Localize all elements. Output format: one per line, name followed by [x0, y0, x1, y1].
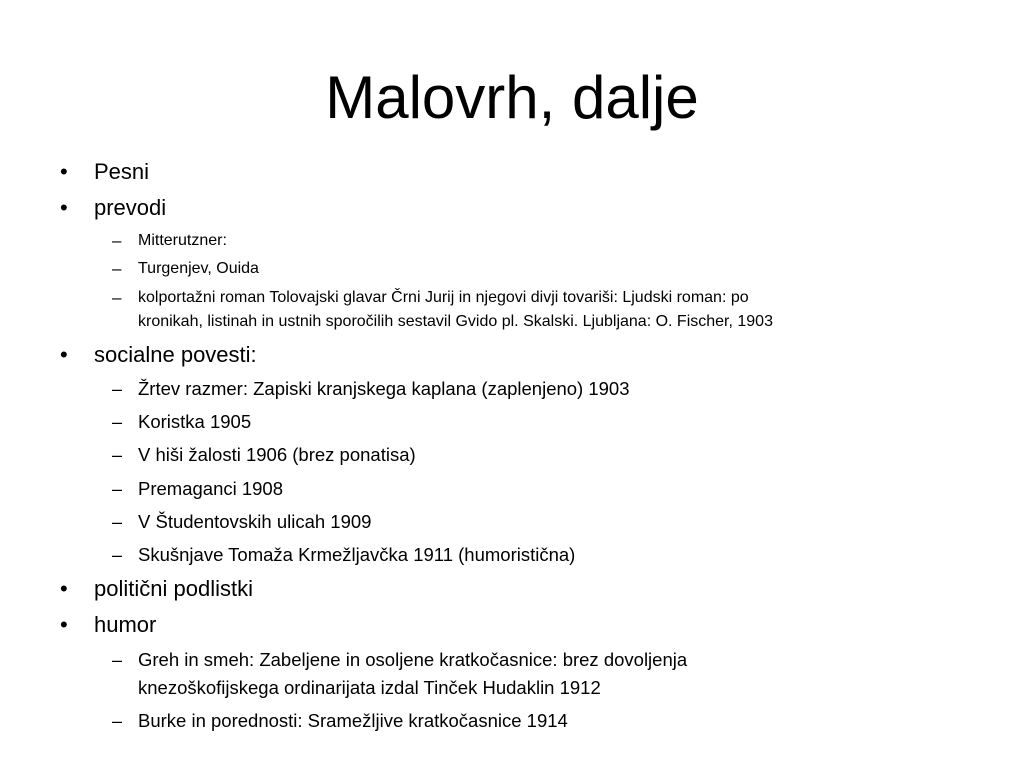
dash-marker: –: [112, 545, 123, 565]
bullet-marker: •: [60, 612, 68, 637]
dash-marker: –: [112, 479, 123, 499]
sub-item-text: V hiši žalosti 1906 (brez ponatisa): [138, 444, 416, 465]
sub-item-text-line1: Greh in smeh: Zabeljene in osoljene kratkočasnice: brez dovoljenja: [138, 649, 688, 670]
dash-marker: –: [112, 231, 122, 250]
dash-marker: –: [112, 512, 123, 532]
dash-marker: –: [112, 412, 123, 432]
sub-item-text: Premaganci 1908: [138, 478, 284, 499]
dash-marker: –: [112, 650, 123, 670]
bullet-marker: •: [60, 576, 68, 601]
bullet-marker: •: [60, 159, 68, 184]
sub-item-text: Mitterutzner:: [138, 232, 227, 249]
bullet-marker: •: [60, 195, 68, 220]
sub-item-text: Skušnjave Tomaža Krmežljavčka 1911 (humoristična): [138, 544, 576, 565]
bullet-text: politični podlistki: [94, 576, 253, 601]
dash-marker: –: [112, 379, 123, 399]
sub-item-text-line2: kronikah, listinah in ustnih sporočilih sestavil Gvido pl. Skalski. Ljubljana: O. Fischer, 1903: [138, 313, 773, 330]
bullet-text: socialne povesti:: [94, 342, 257, 367]
sub-item-text: Burke in porednosti: Sramežljive kratkočasnice 1914: [138, 710, 568, 731]
sub-item-text: Žrtev razmer: Zapiski kranjskega kaplana (zaplenjeno) 1903: [138, 378, 630, 399]
dash-marker: –: [112, 288, 122, 307]
sub-item-text: V Študentovskih ulicah 1909: [138, 511, 372, 532]
dash-marker: –: [112, 711, 123, 731]
slide-title: Malovrh, dalje: [325, 64, 699, 131]
bullet-text: Pesni: [94, 159, 150, 184]
sub-item-text-line1: kolportažni roman Tolovajski glavar Črni Jurij in njegovi divji tovariši: Ljudski roman: po: [138, 289, 749, 306]
sub-item-text: Turgenjev, Ouida: [138, 260, 259, 277]
bullet-text: humor: [94, 612, 157, 637]
sub-item-text: Koristka 1905: [138, 411, 252, 432]
dash-marker: –: [112, 445, 123, 465]
bullet-text: prevodi: [94, 195, 167, 220]
dash-marker: –: [112, 259, 122, 278]
sub-item-text-line2: knezoškofijskega ordinarijata izdal Tinček Hudaklin 1912: [138, 677, 601, 698]
bullet-marker: •: [60, 342, 68, 367]
